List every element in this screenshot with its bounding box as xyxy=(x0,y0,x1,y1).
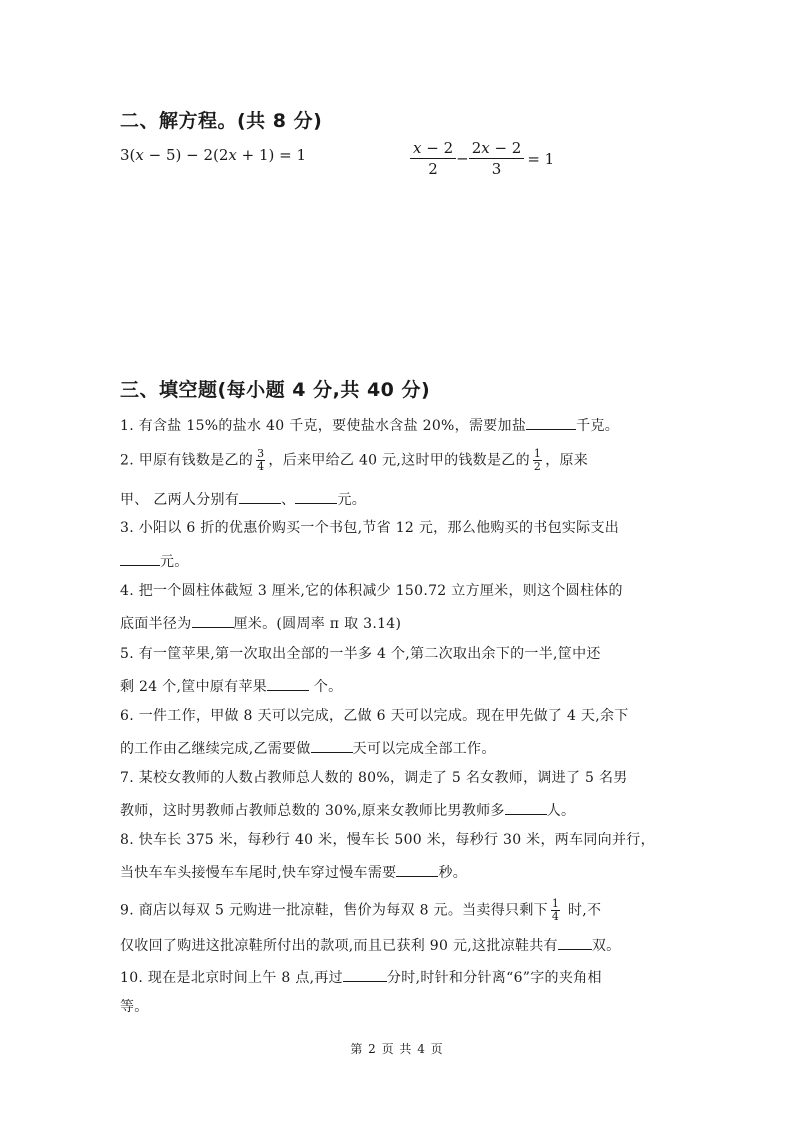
answer-blank xyxy=(120,550,160,566)
fraction-numerator: 2𝑥 − 2 xyxy=(469,138,525,159)
question-2-text-mid: ，后来甲给乙 40 元,这时甲的钱数是乙的 xyxy=(268,452,530,469)
fraction-numerator: 1 xyxy=(551,897,560,910)
question-4: 4. 把一个圆柱体截短 3 厘米,它的体积减少 150.72 立方厘米，则这个圆柱体的 xyxy=(120,583,623,599)
question-5-unit: 个。 xyxy=(309,679,343,695)
fraction-denominator: 2 xyxy=(428,160,438,178)
question-5-text: 剩 24 个,筐中原有苹果 xyxy=(120,679,268,695)
fraction-denominator: 4 xyxy=(257,460,265,473)
equation-2-fraction-1 xyxy=(410,138,456,179)
question-10-line-2: 等。 xyxy=(120,999,149,1015)
question-2 xyxy=(120,448,588,473)
question-7-line-2 xyxy=(120,799,575,821)
question-10-text: 10. 现在是北京时间上午 8 点,再过 xyxy=(120,970,343,986)
question-2-text: 2. 甲原有钱数是乙的 xyxy=(120,452,254,469)
question-2-line-2 xyxy=(120,488,366,510)
question-3-unit: 元。 xyxy=(160,554,189,570)
answer-blank xyxy=(526,414,576,430)
question-4-text: 底面半径为 xyxy=(120,616,192,632)
fraction-three-quarters xyxy=(256,448,265,473)
question-8: 8. 快车长 375 米，每秒行 40 米，慢车长 500 米，每秒行 30 米，两车同向并行， xyxy=(120,832,655,848)
question-7-text: 教师，这时男教师占教师总数的 30%,原来女教师比男教师多 xyxy=(120,803,505,819)
question-8-text: 当快车车头接慢车车尾时,快车穿过慢车需要 xyxy=(120,865,397,881)
fraction-numerator: 3 xyxy=(257,447,265,460)
answer-blank xyxy=(311,737,353,753)
question-4-line-2 xyxy=(120,612,401,634)
answer-blank xyxy=(267,675,309,691)
question-9-line-2 xyxy=(120,934,620,956)
answer-blank xyxy=(558,934,592,950)
question-9 xyxy=(120,898,601,923)
question-6-unit: 天可以完成全部工作。 xyxy=(352,741,496,757)
minus-sign: − xyxy=(456,149,469,168)
section-3-title: 三、填空题(每小题 4 分,共 40 分) xyxy=(120,379,431,401)
equation-2-fraction-2 xyxy=(469,138,525,179)
equation-2-rhs: = 1 xyxy=(527,149,555,168)
question-7: 7. 某校女教师的人数占教师总人数的 80%，调走了 5 名女教师，调进了 5 名男 xyxy=(120,770,628,786)
question-5-line-2 xyxy=(120,675,342,697)
fraction-denominator: 3 xyxy=(491,160,502,178)
answer-blank xyxy=(343,966,387,982)
question-9-text-line-2: 仅收回了购进这批凉鞋所付出的款项,而且已获利 90 元,这批凉鞋共有 xyxy=(120,938,558,954)
question-8-line-2 xyxy=(120,861,467,883)
question-10-text-end: 分时,时针和分针离“6”字的夹角相 xyxy=(386,970,602,986)
question-1 xyxy=(120,414,619,436)
answer-blank xyxy=(396,861,438,877)
fraction-numerator: 1 xyxy=(533,447,542,460)
question-6: 6. 一件工作，甲做 8 天可以完成，乙做 6 天可以完成。现在甲先做了 4 天,余下 xyxy=(120,708,629,724)
question-3: 3. 小阳以 6 折的优惠价购买一个书包,节省 12 元，那么他购买的书包实际支出 xyxy=(120,520,620,536)
question-2-text-end: ，原来 xyxy=(545,452,589,469)
question-4-unit: 厘米。(圆周率 π 取 3.14) xyxy=(233,616,402,632)
question-9-unit: 双。 xyxy=(591,938,621,954)
fraction-denominator: 2 xyxy=(533,460,542,473)
answer-blank xyxy=(239,488,281,504)
question-6-line-2 xyxy=(120,737,496,759)
question-6-text: 的工作由乙继续完成,乙需要做 xyxy=(120,741,311,757)
section-2-title: 二、解方程。(共 8 分) xyxy=(120,110,323,132)
separator: 、 xyxy=(281,492,296,508)
answer-blank xyxy=(505,799,547,815)
fraction-one-quarter xyxy=(551,898,560,923)
question-3-line-2 xyxy=(120,550,189,572)
answer-blank xyxy=(295,488,337,504)
question-2-unit: 元。 xyxy=(337,492,367,508)
page-number: 第 2 页 共 4 页 xyxy=(350,1042,444,1056)
equation-1: 3(𝑥 − 5) − 2(2𝑥 + 1) = 1 xyxy=(120,146,307,164)
answer-blank xyxy=(192,612,234,628)
question-9-text: 9. 商店以每双 5 元购进一批凉鞋，售价为每双 8 元。当卖得只剩下 xyxy=(120,902,548,919)
question-8-unit: 秒。 xyxy=(438,865,468,881)
equation-2 xyxy=(410,138,554,179)
question-7-unit: 人。 xyxy=(546,803,576,819)
fraction-numerator: 𝑥 − 2 xyxy=(410,138,456,159)
question-10 xyxy=(120,966,602,988)
question-5: 5. 有一筐苹果,第一次取出全部的一半多 4 个,第二次取出余下的一半,筐中还 xyxy=(120,646,601,662)
question-2-text-line-2: 甲、 乙两人分别有 xyxy=(120,492,240,508)
fraction-denominator: 4 xyxy=(551,910,560,923)
question-1-unit: 千克。 xyxy=(576,418,620,434)
fraction-one-half xyxy=(533,448,542,473)
question-1-text: 1. 有含盐 15%的盐水 40 千克，要使盐水含盐 20%，需要加盐 xyxy=(120,418,527,434)
question-9-text-end: 时,不 xyxy=(563,902,602,919)
